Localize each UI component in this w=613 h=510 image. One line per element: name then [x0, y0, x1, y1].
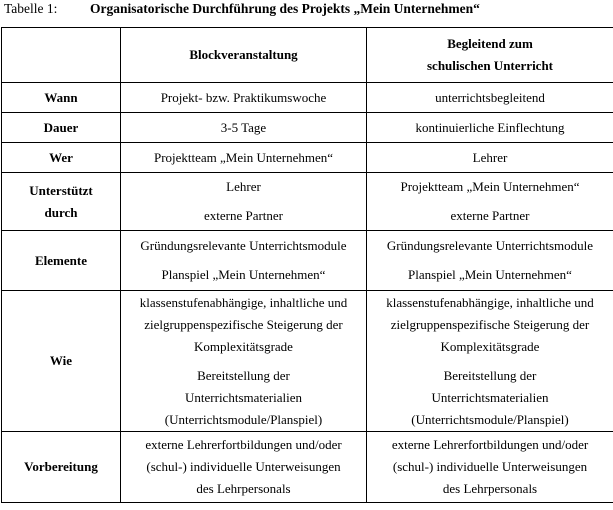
cell-elemente-begleitend-2: Planspiel „Mein Unternehmen“ — [408, 267, 572, 282]
cell-wie-begleitend-2b: Unterrichtsmaterialien — [431, 389, 549, 405]
cell-wie-block-2b: Unterrichtsmaterialien — [185, 389, 302, 405]
cell-vorbereitung-block-b: (schul-) individuelle Unterweisungen — [146, 459, 341, 474]
cell-vorbereitung-begleitend-b: (schul-) individuelle Unterweisungen — [392, 459, 588, 474]
cell-wann-begleitend: unterrichtsbegleitend — [367, 83, 613, 113]
cell-unterstuetzt-block-1: Lehrer — [226, 179, 261, 194]
cell-wie-block-1b: zielgruppenspezifische Steigerung der — [144, 316, 343, 332]
cell-wie-block-2a: Bereitstellung der — [197, 367, 290, 383]
table-row-wie — [2, 291, 613, 432]
row-label-wer: Wer — [2, 143, 121, 173]
table-caption — [4, 0, 480, 22]
row-label-unterstuetzt-line1: Unterstützt — [29, 182, 93, 198]
table-row-dauer — [2, 113, 613, 143]
caption-label: Tabelle 1: — [4, 1, 58, 16]
row-label-unterstuetzt-line2: durch — [44, 204, 78, 220]
table-row-elemente — [2, 231, 613, 291]
cell-wer-block: Projektteam „Mein Unternehmen“ — [121, 143, 367, 173]
row-label-vorbereitung: Vorbereitung — [2, 432, 121, 503]
row-label-wann: Wann — [2, 83, 121, 113]
cell-elemente-block — [121, 231, 367, 291]
caption-title: Organisatorische Durchführung des Projekts „Mein Unternehmen“ — [90, 1, 480, 16]
row-label-unterstuetzt — [2, 173, 121, 231]
cell-vorbereitung-block — [121, 432, 367, 503]
cell-unterstuetzt-block-2: externe Partner — [203, 208, 284, 223]
cell-vorbereitung-block-c: des Lehrpersonals — [196, 481, 291, 496]
header-begleitend-line1: Begleitend zum — [447, 36, 533, 51]
cell-dauer-begleitend: kontinuierliche Einflechtung — [367, 113, 613, 143]
table-row-unterstuetzt — [2, 173, 613, 231]
cell-wie-block-1a: klassenstufenabhängige, inhaltliche und — [139, 294, 348, 310]
cell-wann-block: Projekt- bzw. Praktikumswoche — [121, 83, 367, 113]
row-label-dauer: Dauer — [2, 113, 121, 143]
table-header-row — [2, 28, 613, 83]
row-label-wie: Wie — [2, 291, 121, 432]
cell-wie-begleitend-2c: (Unterrichtsmodule/Planspiel) — [411, 411, 569, 427]
cell-wie-block — [121, 291, 367, 432]
cell-unterstuetzt-begleitend-2: externe Partner — [450, 208, 530, 223]
cell-wie-begleitend — [367, 291, 613, 432]
cell-unterstuetzt-begleitend — [367, 173, 613, 231]
header-blockveranstaltung — [121, 28, 367, 83]
cell-vorbereitung-begleitend-a: externe Lehrerfortbildungen und/oder — [391, 437, 589, 452]
cell-wie-block-2c: (Unterrichtsmodule/Planspiel) — [164, 411, 323, 427]
header-block-text: Blockveranstaltung — [189, 47, 298, 62]
cell-wie-begleitend-1a: klassenstufenabhängige, inhaltliche und — [386, 294, 594, 310]
table-row-vorbereitung — [2, 432, 613, 503]
cell-wie-begleitend-1b: zielgruppenspezifische Steigerung der — [390, 316, 590, 332]
cell-dauer-block: 3-5 Tage — [121, 113, 367, 143]
cell-unterstuetzt-block — [121, 173, 367, 231]
cell-wie-begleitend-1c: Komplexitätsgrade — [440, 338, 540, 354]
header-begleitend-line2: schulischen Unterricht — [426, 58, 554, 73]
cell-unterstuetzt-begleitend-1: Projektteam „Mein Unternehmen“ — [400, 179, 580, 194]
cell-wer-begleitend: Lehrer — [367, 143, 613, 173]
header-empty-cell — [2, 28, 121, 83]
row-label-elemente: Elemente — [2, 231, 121, 291]
table-row-wer — [2, 143, 613, 173]
table-row-wann — [2, 83, 613, 113]
header-begleitend — [367, 28, 613, 83]
cell-elemente-block-2: Planspiel „Mein Unternehmen“ — [161, 267, 326, 282]
organisation-table — [1, 27, 613, 503]
cell-wie-block-1c: Komplexitätsgrade — [194, 338, 293, 354]
cell-elemente-begleitend — [367, 231, 613, 291]
cell-elemente-begleitend-1: Gründungsrelevante Unterrichtsmodule — [386, 238, 594, 253]
cell-vorbereitung-begleitend-c: des Lehrpersonals — [442, 481, 538, 496]
cell-vorbereitung-begleitend — [367, 432, 613, 503]
cell-elemente-block-1: Gründungsrelevante Unterrichtsmodule — [140, 238, 347, 253]
cell-vorbereitung-block-a: externe Lehrerfortbildungen und/oder — [145, 437, 342, 452]
cell-wie-begleitend-2a: Bereitstellung der — [443, 367, 537, 383]
